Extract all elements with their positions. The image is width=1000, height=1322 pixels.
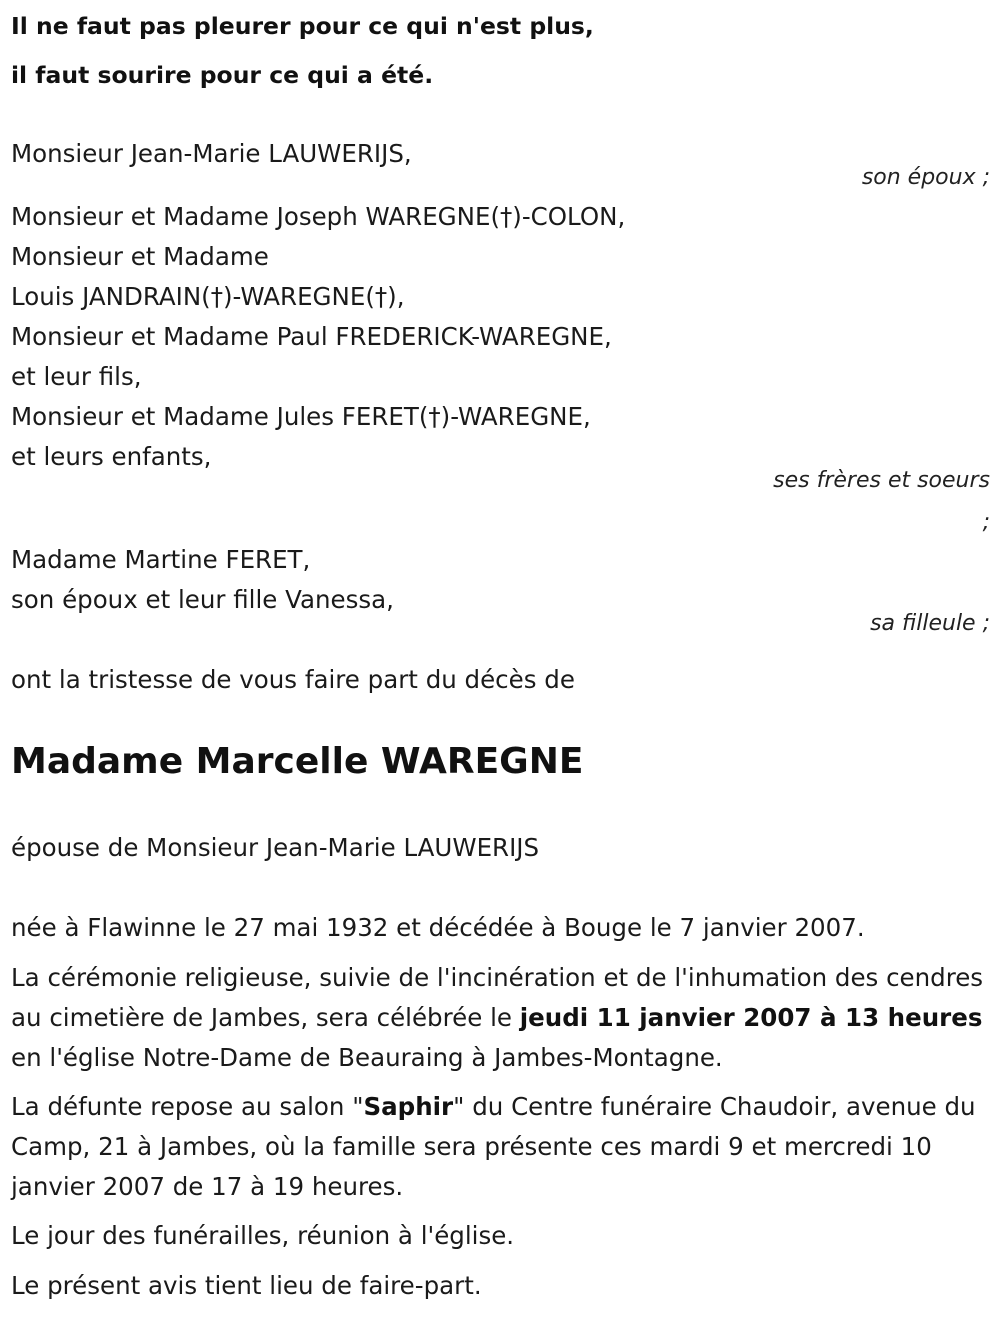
- announcement-text: ont la tristesse de vous faire part du décès de: [11, 665, 575, 694]
- deceased-spouse-line: épouse de Monsieur Jean-Marie LAUWERIJS: [11, 833, 540, 862]
- deceased-name: Madame Marcelle WAREGNE: [11, 741, 584, 782]
- quote-line-1: Il ne faut pas pleurer pour ce qui n'est plus,: [11, 12, 594, 40]
- spouse-name: Monsieur Jean-Marie LAUWERIJS,: [11, 139, 412, 168]
- goddaughter-line: son époux et leur fille Vanessa,: [11, 585, 394, 614]
- sibling-line: et leur fils,: [11, 362, 142, 391]
- quote-line-2: il faut sourire pour ce qui a été.: [11, 61, 434, 89]
- goddaughter-relation: sa filleule ;: [870, 611, 990, 636]
- ceremony-text: La cérémonie religieuse, suivie de l'incinération et de l'inhumation des cendres au cimetière de Jambes, sera célébrée le: [11, 963, 984, 1032]
- siblings-relation: ses frères et soeurs: [773, 468, 990, 493]
- ceremony-paragraph: [11, 958, 986, 1078]
- siblings-relation-semicolon: ;: [982, 510, 990, 535]
- visitation-details: " du Centre funéraire Chaudoir, avenue du Camp, 21 à Jambes, où la famille sera présente ces mardi 9 et mercredi 10 janvier 2007 de 17 à 19 heures.: [11, 1092, 976, 1201]
- visitation-paragraph: [11, 1087, 986, 1207]
- sibling-line: Monsieur et Madame Jules FERET(†)-WAREGNE,: [11, 402, 591, 431]
- notice-line: Le présent avis tient lieu de faire-part.: [11, 1271, 482, 1300]
- sibling-line: Monsieur et Madame Paul FREDERICK-WAREGNE,: [11, 322, 612, 351]
- sibling-line: Monsieur et Madame: [11, 242, 269, 271]
- spouse-relation: son époux ;: [861, 165, 990, 190]
- birth-death-line: née à Flawinne le 27 mai 1932 et décédée à Bouge le 7 janvier 2007.: [11, 913, 865, 942]
- sibling-line: Louis JANDRAIN(†)-WAREGNE(†),: [11, 282, 405, 311]
- goddaughter-line: Madame Martine FERET,: [11, 545, 311, 574]
- gathering-line: Le jour des funérailles, réunion à l'église.: [11, 1221, 515, 1250]
- visitation-text: La défunte repose au salon ": [11, 1092, 364, 1121]
- salon-name: Saphir: [363, 1092, 454, 1121]
- ceremony-location: en l'église Notre-Dame de Beauraing à Jambes-Montagne.: [11, 1043, 723, 1072]
- sibling-line: Monsieur et Madame Joseph WAREGNE(†)-COLON,: [11, 202, 626, 231]
- ceremony-date: jeudi 11 janvier 2007 à 13 heures: [519, 1003, 983, 1032]
- sibling-line: et leurs enfants,: [11, 442, 212, 471]
